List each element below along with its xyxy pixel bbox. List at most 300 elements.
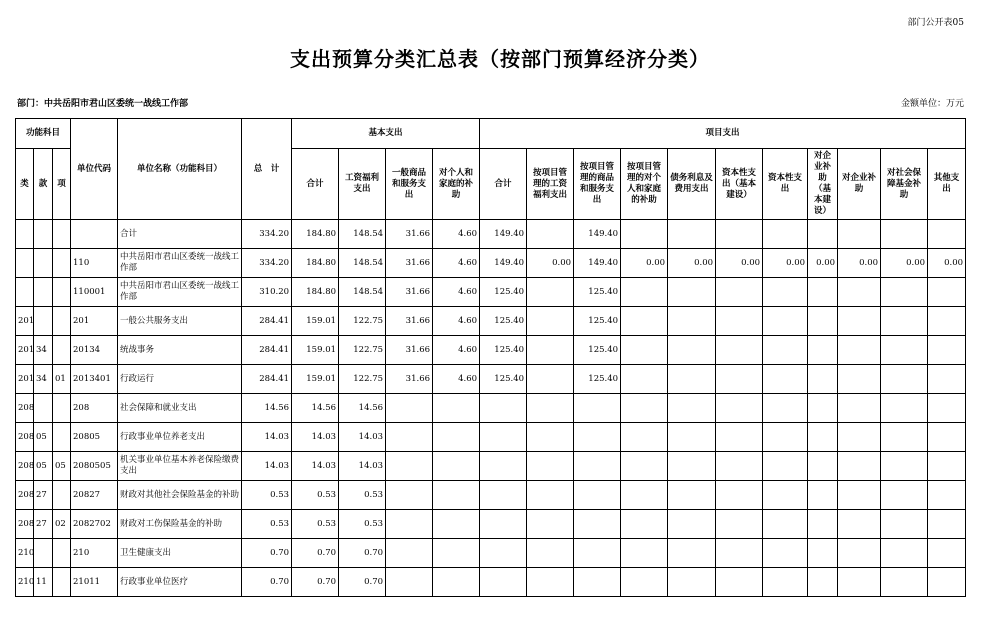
cell-p-social (881, 307, 928, 336)
cell-p-wage (527, 568, 574, 597)
cell-p-ent-base (808, 336, 838, 365)
unit-label: 金额单位：万元 (900, 99, 964, 109)
cell-p-other (928, 365, 966, 394)
cell-b-total: 14.03 (292, 423, 339, 452)
cell-p-ent (838, 220, 881, 249)
cell-p-debt (668, 220, 716, 249)
cell-name: 行政运行 (118, 365, 242, 394)
table-row (16, 423, 966, 452)
cell-p-other (928, 307, 966, 336)
cell-b-total: 184.80 (292, 249, 339, 278)
cell-p-capital (763, 510, 808, 539)
header-project-enterprise: 对企业补助 (838, 149, 881, 220)
table-row (16, 510, 966, 539)
cell-b-total: 0.53 (292, 481, 339, 510)
cell-p-other (928, 510, 966, 539)
cell-total: 14.03 (242, 452, 292, 481)
cell-b-personal (433, 481, 480, 510)
cell-p-ent (838, 423, 881, 452)
cell-p-goods (574, 568, 621, 597)
cell-p-debt (668, 278, 716, 307)
cell-kuan: 34 (34, 365, 53, 394)
cell-p-ent-base (808, 539, 838, 568)
cell-xiang (53, 394, 71, 423)
cell-p-debt (668, 481, 716, 510)
cell-b-wage: 148.54 (339, 220, 386, 249)
cell-p-ent (838, 568, 881, 597)
cell-p-social (881, 365, 928, 394)
cell-lei: 210 (16, 568, 34, 597)
header-total: 总 计 (242, 119, 292, 220)
cell-lei: 210 (16, 539, 34, 568)
cell-p-debt (668, 423, 716, 452)
table-row (16, 278, 966, 307)
cell-p-debt (668, 510, 716, 539)
cell-p-capital (763, 539, 808, 568)
cell-b-personal: 4.60 (433, 278, 480, 307)
cell-p-goods: 149.40 (574, 249, 621, 278)
cell-total: 334.20 (242, 249, 292, 278)
cell-xiang (53, 568, 71, 597)
cell-p-ent-base (808, 278, 838, 307)
cell-p-personal (621, 307, 668, 336)
header-basic-goods: 一般商品和服务支出 (386, 149, 433, 220)
cell-name: 卫生健康支出 (118, 539, 242, 568)
cell-p-ent-base (808, 307, 838, 336)
cell-p-ent-base: 0.00 (808, 249, 838, 278)
cell-name: 财政对工伤保险基金的补助 (118, 510, 242, 539)
cell-b-total: 14.56 (292, 394, 339, 423)
cell-p-wage (527, 220, 574, 249)
cell-p-total (480, 452, 527, 481)
table-body (16, 220, 966, 597)
cell-p-other (928, 394, 966, 423)
cell-code: 210 (71, 539, 118, 568)
cell-name: 行政事业单位养老支出 (118, 423, 242, 452)
cell-b-wage: 0.53 (339, 481, 386, 510)
cell-p-wage (527, 452, 574, 481)
cell-p-debt (668, 568, 716, 597)
cell-xiang (53, 481, 71, 510)
cell-b-wage: 148.54 (339, 278, 386, 307)
cell-p-personal (621, 394, 668, 423)
cell-b-wage: 14.03 (339, 423, 386, 452)
cell-b-personal: 4.60 (433, 307, 480, 336)
cell-name: 一般公共服务支出 (118, 307, 242, 336)
cell-b-personal (433, 394, 480, 423)
cell-lei (16, 278, 34, 307)
cell-p-capital (763, 307, 808, 336)
table-row (16, 394, 966, 423)
cell-p-personal (621, 336, 668, 365)
cell-p-total: 125.40 (480, 365, 527, 394)
cell-p-goods (574, 394, 621, 423)
cell-p-ent (838, 510, 881, 539)
cell-kuan (34, 539, 53, 568)
header-basic-wage: 工资福利支出 (339, 149, 386, 220)
cell-p-total: 125.40 (480, 278, 527, 307)
cell-b-goods: 31.66 (386, 365, 433, 394)
cell-p-social (881, 539, 928, 568)
cell-p-personal (621, 452, 668, 481)
cell-p-debt: 0.00 (668, 249, 716, 278)
cell-p-total (480, 394, 527, 423)
cell-b-total: 0.53 (292, 510, 339, 539)
cell-p-personal (621, 365, 668, 394)
cell-b-goods: 31.66 (386, 336, 433, 365)
header-project-capital: 资本性支出 (763, 149, 808, 220)
cell-p-wage (527, 394, 574, 423)
cell-p-social (881, 568, 928, 597)
cell-p-personal: 0.00 (621, 249, 668, 278)
cell-code: 21011 (71, 568, 118, 597)
cell-p-wage: 0.00 (527, 249, 574, 278)
cell-p-capital-base (716, 336, 763, 365)
cell-lei: 201 (16, 336, 34, 365)
table-row (16, 568, 966, 597)
cell-p-ent (838, 539, 881, 568)
cell-p-total (480, 539, 527, 568)
cell-p-social (881, 423, 928, 452)
cell-b-personal: 4.60 (433, 249, 480, 278)
cell-p-total (480, 481, 527, 510)
cell-lei: 201 (16, 365, 34, 394)
cell-kuan (34, 394, 53, 423)
cell-b-goods: 31.66 (386, 249, 433, 278)
header-project-other: 其他支出 (928, 149, 966, 220)
cell-p-wage (527, 307, 574, 336)
cell-p-ent-base (808, 220, 838, 249)
cell-lei (16, 220, 34, 249)
cell-b-total: 159.01 (292, 336, 339, 365)
header-xiang: 项 (53, 149, 71, 220)
cell-p-total: 149.40 (480, 220, 527, 249)
cell-b-personal (433, 539, 480, 568)
cell-p-social (881, 278, 928, 307)
cell-name: 中共岳阳市君山区委统一战线工作部 (118, 249, 242, 278)
cell-name: 社会保障和就业支出 (118, 394, 242, 423)
header-project-wage: 按项目管理的工资福利支出 (527, 149, 574, 220)
cell-p-wage (527, 365, 574, 394)
cell-xiang: 02 (53, 510, 71, 539)
cell-p-other (928, 278, 966, 307)
cell-p-social (881, 510, 928, 539)
cell-p-capital (763, 481, 808, 510)
cell-b-wage: 122.75 (339, 307, 386, 336)
cell-p-personal (621, 568, 668, 597)
cell-p-personal (621, 539, 668, 568)
header-project-capital-base: 资本性支出（基本建设） (716, 149, 763, 220)
cell-b-wage: 14.03 (339, 452, 386, 481)
cell-b-goods (386, 568, 433, 597)
cell-p-wage (527, 510, 574, 539)
cell-lei: 201 (16, 307, 34, 336)
cell-code: 110001 (71, 278, 118, 307)
cell-name: 行政事业单位医疗 (118, 568, 242, 597)
cell-b-total: 0.70 (292, 539, 339, 568)
cell-p-ent: 0.00 (838, 249, 881, 278)
cell-p-ent-base (808, 452, 838, 481)
cell-b-goods (386, 452, 433, 481)
cell-b-goods (386, 481, 433, 510)
table-row (16, 220, 966, 249)
cell-total: 284.41 (242, 336, 292, 365)
cell-p-goods: 125.40 (574, 336, 621, 365)
cell-p-social (881, 394, 928, 423)
cell-p-wage (527, 481, 574, 510)
cell-p-capital (763, 423, 808, 452)
cell-p-capital (763, 452, 808, 481)
cell-b-wage: 122.75 (339, 365, 386, 394)
cell-p-social (881, 452, 928, 481)
cell-b-personal (433, 568, 480, 597)
cell-code: 20134 (71, 336, 118, 365)
cell-total: 310.20 (242, 278, 292, 307)
cell-p-personal (621, 510, 668, 539)
header-project-total: 合计 (480, 149, 527, 220)
header-func-subject: 功能科目 (16, 119, 71, 149)
cell-p-other (928, 539, 966, 568)
cell-b-goods: 31.66 (386, 220, 433, 249)
cell-p-total (480, 423, 527, 452)
table-row (16, 481, 966, 510)
cell-xiang: 01 (53, 365, 71, 394)
cell-p-capital-base (716, 510, 763, 539)
cell-p-ent (838, 481, 881, 510)
cell-p-goods: 149.40 (574, 220, 621, 249)
cell-b-goods (386, 423, 433, 452)
cell-p-debt (668, 452, 716, 481)
cell-b-goods: 31.66 (386, 307, 433, 336)
cell-b-total: 14.03 (292, 452, 339, 481)
header-project-personal: 按项目管理的对个人和家庭的补助 (621, 149, 668, 220)
cell-b-total: 0.70 (292, 568, 339, 597)
cell-lei: 208 (16, 423, 34, 452)
header-project-debt: 债务利息及费用支出 (668, 149, 716, 220)
page-title: 支出预算分类汇总表（按部门预算经济分类） (290, 47, 710, 71)
cell-p-ent (838, 336, 881, 365)
cell-b-goods (386, 510, 433, 539)
cell-xiang (53, 539, 71, 568)
cell-kuan (34, 278, 53, 307)
cell-kuan: 27 (34, 481, 53, 510)
cell-p-capital (763, 278, 808, 307)
cell-p-capital (763, 336, 808, 365)
cell-p-other: 0.00 (928, 249, 966, 278)
cell-p-wage (527, 539, 574, 568)
cell-kuan: 05 (34, 452, 53, 481)
cell-kuan (34, 249, 53, 278)
cell-p-other (928, 423, 966, 452)
cell-p-goods (574, 452, 621, 481)
cell-code: 201 (71, 307, 118, 336)
cell-lei (16, 249, 34, 278)
cell-b-total: 184.80 (292, 220, 339, 249)
cell-p-capital (763, 220, 808, 249)
cell-lei: 208 (16, 394, 34, 423)
cell-name: 中共岳阳市君山区委统一战线工作部 (118, 278, 242, 307)
cell-p-other (928, 336, 966, 365)
cell-total: 0.70 (242, 568, 292, 597)
cell-p-personal (621, 481, 668, 510)
cell-code: 110 (71, 249, 118, 278)
cell-p-debt (668, 539, 716, 568)
cell-p-goods: 125.40 (574, 307, 621, 336)
cell-xiang (53, 336, 71, 365)
cell-code (71, 220, 118, 249)
cell-b-wage: 122.75 (339, 336, 386, 365)
cell-lei: 208 (16, 510, 34, 539)
table-row (16, 452, 966, 481)
cell-total: 0.53 (242, 481, 292, 510)
cell-p-capital-base (716, 539, 763, 568)
header-project: 项目支出 (480, 119, 966, 149)
cell-b-wage: 0.53 (339, 510, 386, 539)
cell-p-capital-base (716, 278, 763, 307)
cell-p-personal (621, 220, 668, 249)
cell-name: 财政对其他社会保险基金的补助 (118, 481, 242, 510)
cell-b-total: 184.80 (292, 278, 339, 307)
cell-p-debt (668, 394, 716, 423)
cell-p-capital-base (716, 365, 763, 394)
cell-b-personal (433, 510, 480, 539)
table-row (16, 336, 966, 365)
cell-b-wage: 0.70 (339, 539, 386, 568)
cell-lei: 208 (16, 452, 34, 481)
cell-p-personal (621, 278, 668, 307)
cell-p-total (480, 568, 527, 597)
cell-p-ent (838, 394, 881, 423)
cell-b-total: 159.01 (292, 307, 339, 336)
cell-p-debt (668, 365, 716, 394)
cell-p-capital-base (716, 481, 763, 510)
cell-total: 284.41 (242, 307, 292, 336)
cell-b-personal (433, 423, 480, 452)
cell-total: 0.53 (242, 510, 292, 539)
header-project-enterprise-base: 对企业补助（基本建设） (808, 149, 838, 220)
header-lei: 类 (16, 149, 34, 220)
cell-p-other (928, 220, 966, 249)
cell-p-goods (574, 539, 621, 568)
cell-p-total: 149.40 (480, 249, 527, 278)
cell-p-goods: 125.40 (574, 278, 621, 307)
cell-p-capital-base (716, 220, 763, 249)
cell-name: 机关事业单位基本养老保险缴费支出 (118, 452, 242, 481)
cell-p-other (928, 568, 966, 597)
cell-xiang (53, 278, 71, 307)
cell-b-total: 159.01 (292, 365, 339, 394)
header-project-social: 对社会保障基金补助 (881, 149, 928, 220)
cell-p-other (928, 481, 966, 510)
cell-p-ent (838, 307, 881, 336)
cell-p-other (928, 452, 966, 481)
cell-total: 334.20 (242, 220, 292, 249)
header-basic-personal: 对个人和家庭的补助 (433, 149, 480, 220)
cell-name: 合计 (118, 220, 242, 249)
cell-p-wage (527, 278, 574, 307)
cell-p-goods (574, 481, 621, 510)
cell-xiang: 05 (53, 452, 71, 481)
cell-p-ent-base (808, 365, 838, 394)
cell-total: 14.56 (242, 394, 292, 423)
cell-b-goods (386, 539, 433, 568)
cell-kuan: 11 (34, 568, 53, 597)
cell-p-ent-base (808, 481, 838, 510)
cell-code: 2082702 (71, 510, 118, 539)
header-unit-name: 单位名称（功能科目） (118, 119, 242, 220)
cell-p-ent-base (808, 423, 838, 452)
cell-b-goods (386, 394, 433, 423)
cell-p-social (881, 336, 928, 365)
cell-p-ent-base (808, 394, 838, 423)
cell-xiang (53, 307, 71, 336)
cell-p-capital-base (716, 423, 763, 452)
header-basic-total: 合计 (292, 149, 339, 220)
cell-b-wage: 14.56 (339, 394, 386, 423)
cell-p-capital-base (716, 394, 763, 423)
cell-b-wage: 148.54 (339, 249, 386, 278)
table-row (16, 307, 966, 336)
cell-b-personal: 4.60 (433, 365, 480, 394)
cell-p-capital-base (716, 452, 763, 481)
cell-p-goods (574, 510, 621, 539)
cell-p-capital-base: 0.00 (716, 249, 763, 278)
cell-p-ent (838, 452, 881, 481)
cell-code: 20805 (71, 423, 118, 452)
cell-p-social (881, 481, 928, 510)
cell-lei: 208 (16, 481, 34, 510)
cell-b-wage: 0.70 (339, 568, 386, 597)
cell-p-capital: 0.00 (763, 249, 808, 278)
cell-b-personal: 4.60 (433, 336, 480, 365)
cell-p-capital-base (716, 307, 763, 336)
cell-p-ent-base (808, 568, 838, 597)
cell-p-ent (838, 278, 881, 307)
cell-name: 统战事务 (118, 336, 242, 365)
cell-p-social (881, 220, 928, 249)
cell-p-capital (763, 394, 808, 423)
department-label: 部门：中共岳阳市君山区委统一战线工作部 (17, 99, 189, 109)
cell-b-goods: 31.66 (386, 278, 433, 307)
cell-kuan: 34 (34, 336, 53, 365)
cell-b-personal: 4.60 (433, 220, 480, 249)
cell-p-goods: 125.40 (574, 365, 621, 394)
cell-xiang (53, 249, 71, 278)
cell-b-personal (433, 452, 480, 481)
cell-code: 2013401 (71, 365, 118, 394)
cell-p-debt (668, 336, 716, 365)
cell-p-capital (763, 568, 808, 597)
header-kuan: 款 (34, 149, 53, 220)
cell-kuan (34, 220, 53, 249)
cell-total: 284.41 (242, 365, 292, 394)
header-project-goods: 按项目管理的商品和服务支出 (574, 149, 621, 220)
cell-p-personal (621, 423, 668, 452)
form-code: 部门公开表05 (907, 18, 964, 28)
table-row (16, 365, 966, 394)
cell-p-total (480, 510, 527, 539)
header-basic: 基本支出 (292, 119, 480, 149)
cell-p-total: 125.40 (480, 307, 527, 336)
cell-code: 20827 (71, 481, 118, 510)
cell-p-social: 0.00 (881, 249, 928, 278)
cell-p-capital (763, 365, 808, 394)
cell-p-capital-base (716, 568, 763, 597)
cell-p-wage (527, 336, 574, 365)
cell-p-wage (527, 423, 574, 452)
cell-kuan (34, 307, 53, 336)
cell-xiang (53, 423, 71, 452)
